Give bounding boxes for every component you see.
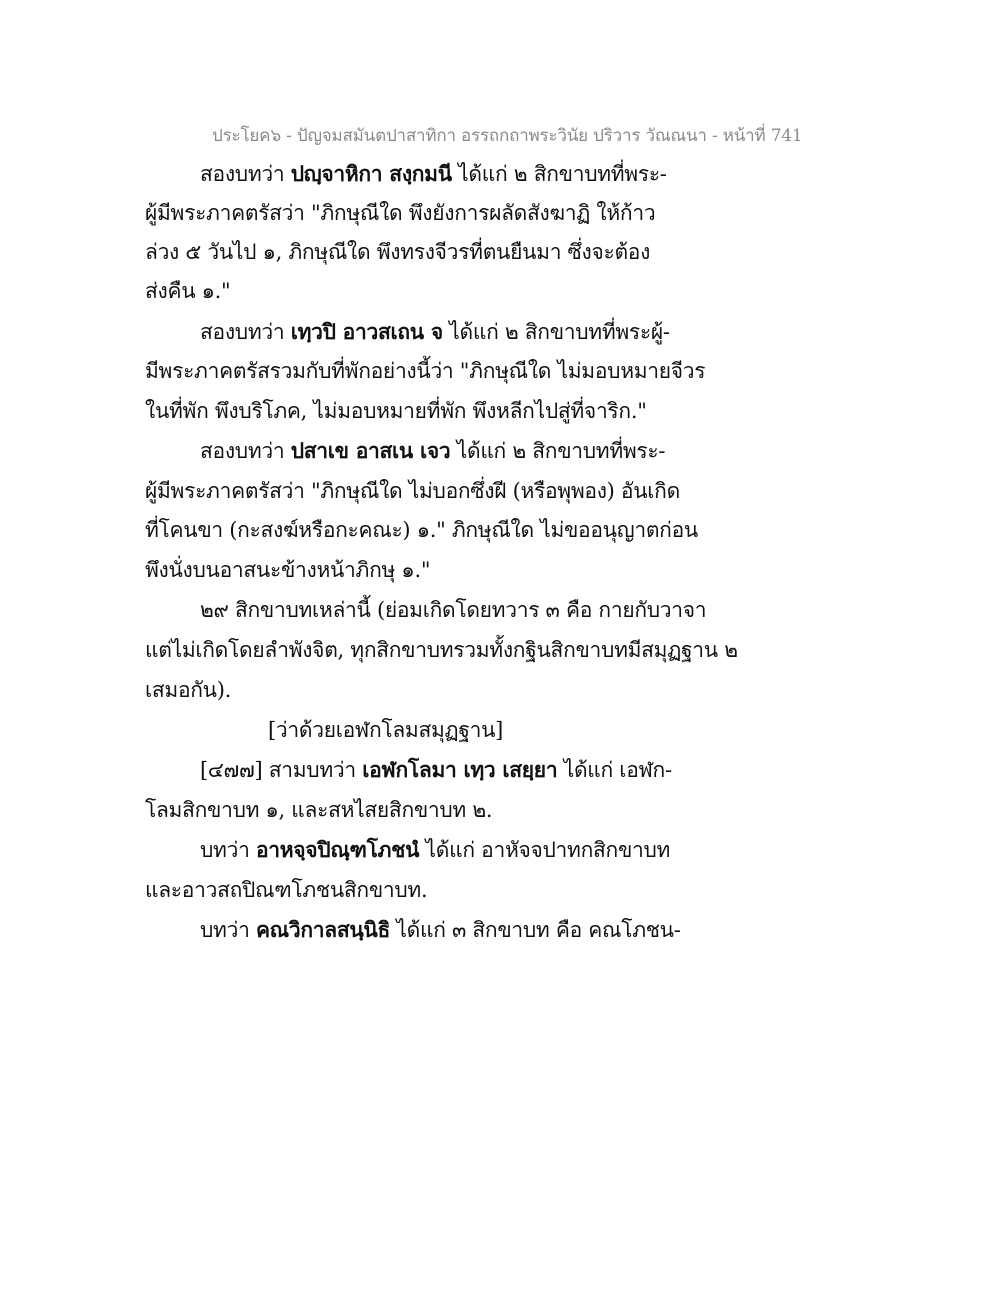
paragraph-1-line-3: ล่วง ๕ วันไป ๑, ภิกษุณีใด พึงทรงจีวรที่ตนยืนมา ซึ่งจะต้อง xyxy=(145,240,651,264)
paragraph-6-line-2: และอาวสถปิณฑโภชนสิกขาบท. xyxy=(145,878,428,902)
paragraph-2-line-1 xyxy=(200,318,670,346)
text-run: ได้แก่ ๒ สิกขาบทที่พระผู้- xyxy=(442,320,670,344)
paragraph-4-line-3: เสมอกัน). xyxy=(145,678,231,702)
text-run: ได้แก่ ๒ สิกขาบทที่พระ- xyxy=(451,162,667,186)
paragraph-5-line-1 xyxy=(200,756,672,784)
text-run: สองบทว่า xyxy=(200,162,291,186)
text-run: ได้แก่ ๓ สิกขาบท คือ คณโภชน- xyxy=(389,918,681,942)
paragraph-3-line-2: ผู้มีพระภาคตรัสว่า "ภิกษุณีใด ไม่บอกซึ่งฝี (หรือพุพอง) อันเกิด xyxy=(145,479,680,503)
text-run: บทว่า xyxy=(200,838,256,862)
paragraph-5-line-2: โลมสิกขาบท ๑, และสหไสยสิกขาบท ๒. xyxy=(145,798,493,822)
paragraph-1-line-1 xyxy=(200,160,667,188)
paragraph-1-line-2: ผู้มีพระภาคตรัสว่า "ภิกษุณีใด พึงยังการผลัดสังฆาฏิ ให้ก้าว xyxy=(145,201,656,225)
page-header: ประโยค๖ - ปัญจมสมันตปาสาทิกา อรรถกถาพระวินัย ปริวาร วัณณนา - หน้าที่ 741 xyxy=(212,126,803,146)
paragraph-6-line-1 xyxy=(200,836,670,864)
paragraph-3-line-1 xyxy=(200,437,665,465)
paragraph-3-line-4: พึงนั่งบนอาสนะข้างหน้าภิกษุ ๑." xyxy=(145,558,431,582)
bold-term: เอฬกโลมา เทฺว เสยฺยา xyxy=(362,757,558,782)
paragraph-2-line-3: ในที่พัก พึงบริโภค, ไม่มอบหมายที่พัก พึงหลีกไปสู่ที่จาริก." xyxy=(145,399,647,423)
text-run: สองบทว่า xyxy=(200,439,291,463)
bold-term: อาหจฺจปิณฺฑโภชนํ xyxy=(255,837,420,862)
paragraph-7-line-1 xyxy=(200,916,681,944)
bold-term: เทฺวปิ อาวสเถน จ xyxy=(290,319,443,344)
text-run: ได้แก่ อาหัจจปาทกสิกขาบท xyxy=(419,838,671,862)
text-run: ได้แก่ ๒ สิกขาบทที่พระ- xyxy=(450,439,666,463)
paragraph-2-line-2: มีพระภาคตรัสรวมกับที่พักอย่างนี้ว่า "ภิกษุณีใด ไม่มอบหมายจีวร xyxy=(145,359,706,383)
bold-term: คณวิกาลสนฺนิธิ xyxy=(255,917,390,942)
text-run: [๔๗๗] สามบทว่า xyxy=(200,758,363,782)
section-title: [ว่าด้วยเอฬกโลมสมุฏฐาน] xyxy=(268,718,504,742)
paragraph-1-line-4: ส่งคืน ๑." xyxy=(145,279,231,303)
paragraph-4-line-2: แต่ไม่เกิดโดยลำพังจิต, ทุกสิกขาบทรวมทั้งกฐินสิกขาบทมีสมุฏฐาน ๒ xyxy=(145,638,738,662)
text-run: ได้แก่ เอฬก- xyxy=(557,758,672,782)
text-run: บทว่า xyxy=(200,918,256,942)
bold-term: ปสาเข อาสเน เจว xyxy=(290,438,451,463)
paragraph-3-line-3: ที่โคนขา (กะสงฆ์หรือกะคณะ) ๑." ภิกษุณีใด ไม่ขออนุญาตก่อน xyxy=(145,518,698,542)
paragraph-4-line-1: ๒๙ สิกขาบทเหล่านี้ (ย่อมเกิดโดยทวาร ๓ คือ กายกับวาจา xyxy=(200,598,707,622)
text-run: สองบทว่า xyxy=(200,320,291,344)
bold-term: ปญฺจาหิกา สงฺกมนี xyxy=(290,161,452,186)
